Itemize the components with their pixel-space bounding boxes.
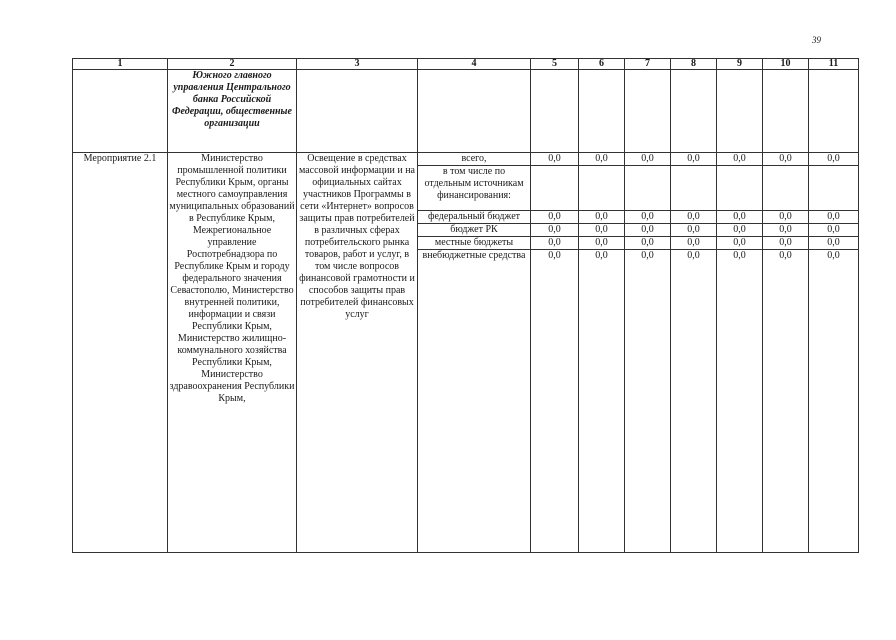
value-cell: 0,0 bbox=[579, 211, 625, 224]
source-breakdown-note: в том числе по отдельным источникам финансирования: bbox=[418, 166, 531, 211]
value-cell: 0,0 bbox=[531, 211, 579, 224]
value-cell: 0,0 bbox=[671, 224, 717, 237]
program-table bbox=[72, 58, 859, 553]
value-cell: 0,0 bbox=[531, 153, 579, 166]
empty-cell bbox=[579, 70, 625, 153]
value-cell: 0,0 bbox=[809, 211, 859, 224]
table-row bbox=[73, 153, 859, 166]
value-cell: 0,0 bbox=[717, 237, 763, 250]
value-cell: 0,0 bbox=[763, 250, 809, 553]
value-cell bbox=[717, 166, 763, 211]
source-extrabudgetary: внебюджетные средства bbox=[418, 250, 531, 553]
column-number: 6 bbox=[579, 59, 625, 70]
empty-cell bbox=[717, 70, 763, 153]
empty-cell bbox=[418, 70, 531, 153]
value-cell: 0,0 bbox=[625, 250, 671, 553]
value-cell bbox=[763, 166, 809, 211]
value-cell: 0,0 bbox=[809, 153, 859, 166]
empty-cell bbox=[625, 70, 671, 153]
column-number: 9 bbox=[717, 59, 763, 70]
value-cell: 0,0 bbox=[625, 224, 671, 237]
header-row bbox=[73, 59, 859, 70]
measure-description: Освещение в средствах массовой информации и на официальных сайтах участников Программы в сети «Интернет» вопросов защиты прав потребителей в различных сферах потребительского рынка товаров, работ и услуг, в том числе вопросов финансовой грамотности и способов защиты прав потребителей финансовых услуг bbox=[297, 153, 418, 553]
value-cell bbox=[671, 166, 717, 211]
column-number: 8 bbox=[671, 59, 717, 70]
value-cell: 0,0 bbox=[671, 153, 717, 166]
value-cell: 0,0 bbox=[579, 237, 625, 250]
value-cell bbox=[579, 166, 625, 211]
value-cell: 0,0 bbox=[763, 237, 809, 250]
value-cell: 0,0 bbox=[671, 237, 717, 250]
column-number: 1 bbox=[73, 59, 168, 70]
value-cell bbox=[809, 166, 859, 211]
empty-cell bbox=[297, 70, 418, 153]
value-cell: 0,0 bbox=[625, 211, 671, 224]
value-cell: 0,0 bbox=[809, 250, 859, 553]
value-cell: 0,0 bbox=[671, 211, 717, 224]
source-local-budgets: местные бюджеты bbox=[418, 237, 531, 250]
column-number: 7 bbox=[625, 59, 671, 70]
column-number: 2 bbox=[168, 59, 297, 70]
value-cell: 0,0 bbox=[809, 224, 859, 237]
column-number: 10 bbox=[763, 59, 809, 70]
value-cell: 0,0 bbox=[625, 237, 671, 250]
empty-cell bbox=[531, 70, 579, 153]
empty-cell bbox=[671, 70, 717, 153]
measure-name: Мероприятие 2.1 bbox=[73, 153, 168, 553]
value-cell bbox=[531, 166, 579, 211]
value-cell bbox=[625, 166, 671, 211]
empty-cell bbox=[809, 70, 859, 153]
value-cell: 0,0 bbox=[763, 153, 809, 166]
column-number: 4 bbox=[418, 59, 531, 70]
value-cell: 0,0 bbox=[531, 224, 579, 237]
value-cell: 0,0 bbox=[531, 250, 579, 553]
page-number: 39 bbox=[812, 35, 821, 45]
value-cell: 0,0 bbox=[531, 237, 579, 250]
continuation-row bbox=[73, 70, 859, 153]
value-cell: 0,0 bbox=[717, 250, 763, 553]
empty-cell bbox=[73, 70, 168, 153]
measure-executors: Министерство промышленной политики Республики Крым, органы местного самоуправления муниципальных образований в Республике Крым, Межрегиональное управление Роспотребнадзора по Республике Крым и городу федерального значения Севастополю, Министерство внутренней политики, информации и связи Республики Крым, Министерство жилищно-коммунального хозяйства Республики Крым, Министерство здравоохранения Республики Крым, bbox=[168, 153, 297, 553]
value-cell: 0,0 bbox=[671, 250, 717, 553]
value-cell: 0,0 bbox=[763, 224, 809, 237]
source-federal-budget: федеральный бюджет bbox=[418, 211, 531, 224]
value-cell: 0,0 bbox=[625, 153, 671, 166]
value-cell: 0,0 bbox=[763, 211, 809, 224]
source-total: всего, bbox=[418, 153, 531, 166]
source-rk-budget: бюджет РК bbox=[418, 224, 531, 237]
value-cell: 0,0 bbox=[579, 250, 625, 553]
value-cell: 0,0 bbox=[717, 224, 763, 237]
value-cell: 0,0 bbox=[717, 153, 763, 166]
value-cell: 0,0 bbox=[579, 224, 625, 237]
empty-cell bbox=[763, 70, 809, 153]
executors-continuation: Южного главного управления Центрального банка Российской Федерации, общественные организации bbox=[168, 70, 297, 153]
column-number: 11 bbox=[809, 59, 859, 70]
value-cell: 0,0 bbox=[809, 237, 859, 250]
value-cell: 0,0 bbox=[579, 153, 625, 166]
column-number: 5 bbox=[531, 59, 579, 70]
column-number: 3 bbox=[297, 59, 418, 70]
value-cell: 0,0 bbox=[717, 211, 763, 224]
